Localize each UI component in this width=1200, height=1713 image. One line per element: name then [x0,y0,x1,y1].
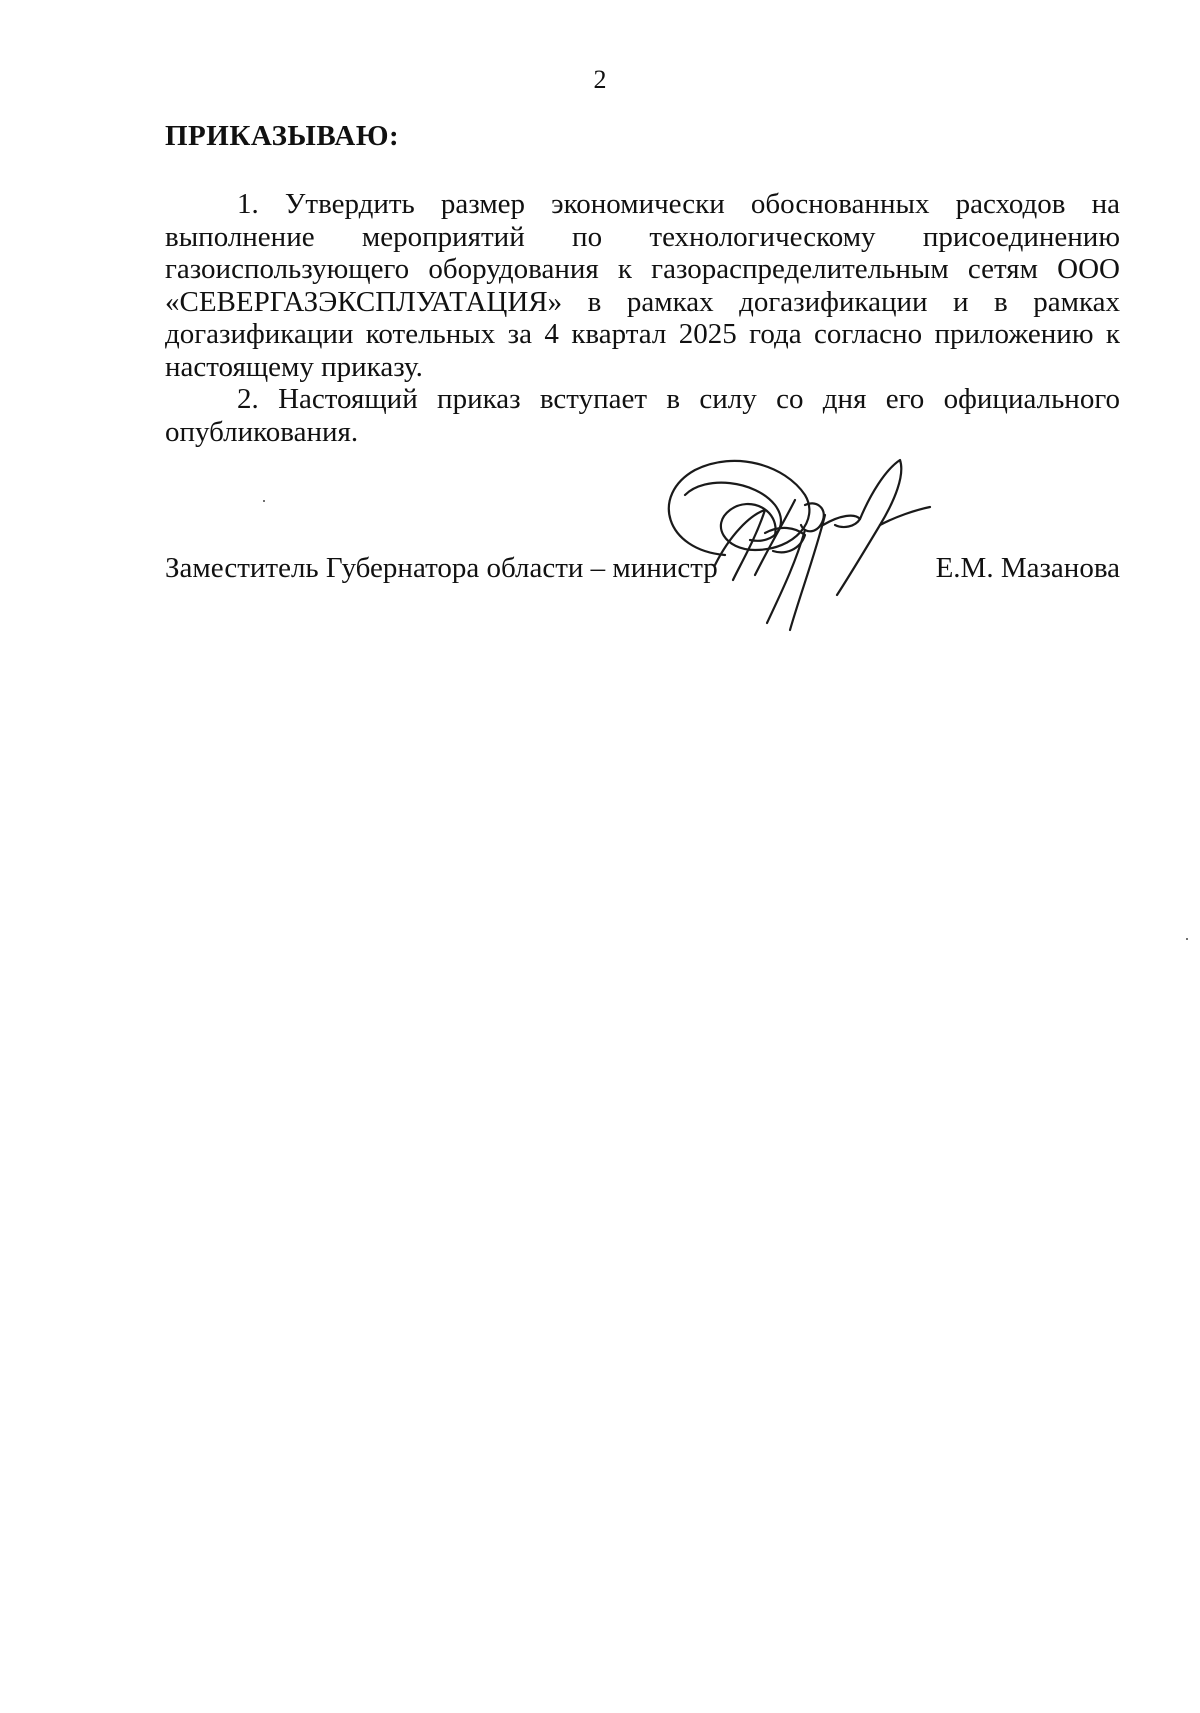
order-item-1: 1. Утвердить размер экономически обоснованных расходов на выполнение мероприятий по технологическому присоединению газоиспользующего оборудования к газораспределительным сетям ООО «СЕВЕРГАЗЭКСПЛУАТАЦИЯ» в рамках догазификации и в рамках догазификации котельных за 4 квартал 2025 года согласно приложению к настоящему приказу. [165,188,1120,383]
scan-speck [1186,938,1188,940]
order-heading: ПРИКАЗЫВАЮ: [165,120,400,152]
signature-block [165,550,1120,590]
signer-name: Е.М. Мазанова [935,552,1120,584]
order-item-2: 2. Настоящий приказ вступает в силу со дня его официального опубликования. [165,383,1120,448]
page-number: 2 [593,65,607,94]
order-body [165,188,1120,448]
handwritten-signature [655,455,965,635]
scan-speck [263,500,265,502]
signer-position: Заместитель Губернатора области – министр [165,552,718,584]
